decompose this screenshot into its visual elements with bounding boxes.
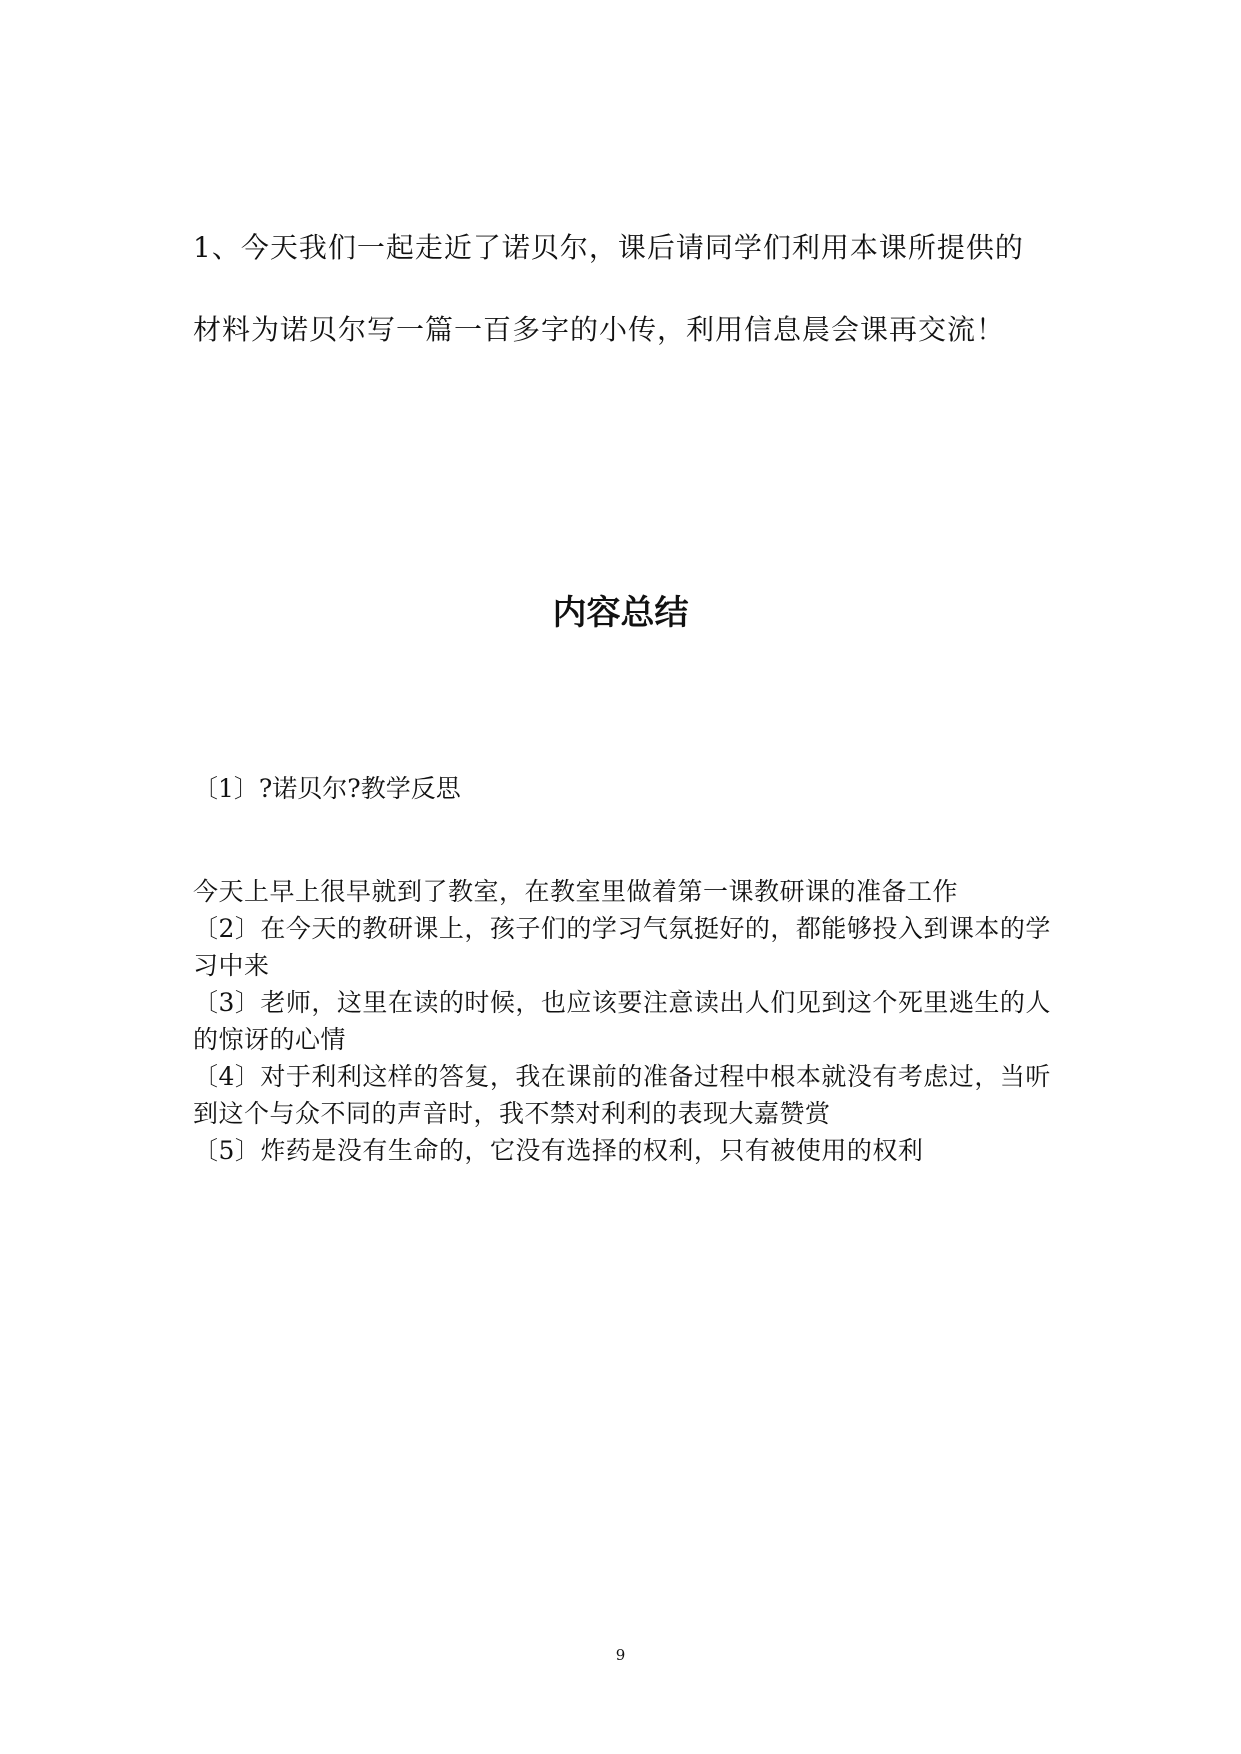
summary-item-1: 今天上早上很早就到了教室，在教室里做着第一课教研课的准备工作 xyxy=(193,877,959,906)
summary-item-3: 〔3〕老师，这里在读的时候，也应该要注意读出人们见到这个死里逃生的人的惊讶的心情 xyxy=(193,988,1051,1054)
summary-item-4: 〔4〕对于利利这样的答复，我在课前的准备过程中根本就没有考虑过，当听到这个与众不同的声音时，我不禁对利利的表现大嘉赞赏 xyxy=(193,1062,1051,1128)
summary-item-2: 〔2〕在今天的教研课上，孩子们的学习气氛挺好的，都能够投入到课本的学习中来 xyxy=(193,914,1051,980)
homework-line-1: 1、今天我们一起走近了诺贝尔，课后请同学们利用本课所提供的 xyxy=(193,231,1024,264)
summary-heading: 〔1〕?诺贝尔?教学反思 xyxy=(193,774,461,803)
page-number: 9 xyxy=(615,1646,626,1664)
summary-list xyxy=(193,873,1073,1169)
section-title: 内容总结 xyxy=(552,593,689,633)
homework-line-2: 材料为诺贝尔写一篇一百多字的小传，利用信息晨会课再交流！ xyxy=(193,313,1006,346)
summary-item-5: 〔5〕炸药是没有生命的，它没有选择的权利，只有被使用的权利 xyxy=(193,1136,924,1165)
homework-paragraph xyxy=(193,228,1093,350)
